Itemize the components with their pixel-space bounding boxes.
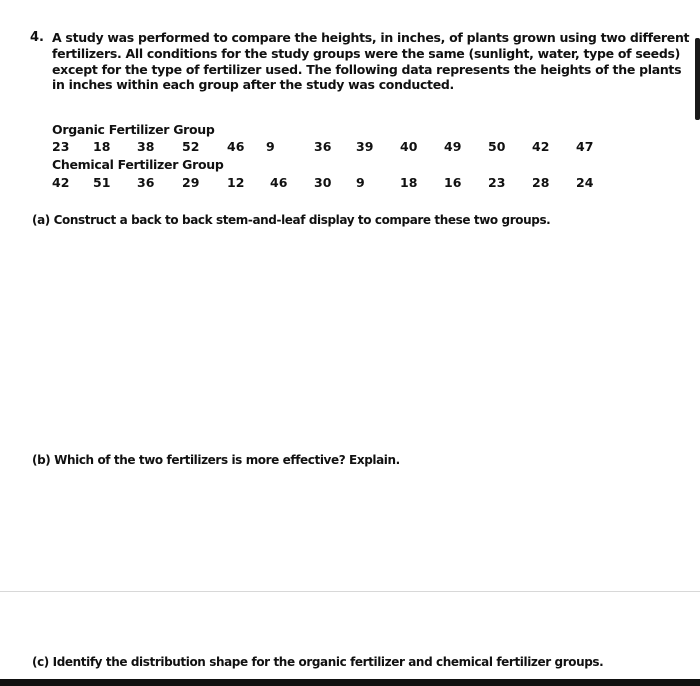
chemical-value: 23 bbox=[488, 175, 506, 190]
organic-value: 49 bbox=[444, 139, 462, 154]
question-line-1: A study was performed to compare the heights, in inches, of plants grown using two different bbox=[52, 30, 690, 45]
chemical-value: 9 bbox=[356, 175, 365, 190]
chemical-value: 16 bbox=[444, 175, 462, 190]
chemical-value: 29 bbox=[182, 175, 200, 190]
scrollbar-thumb[interactable] bbox=[695, 38, 700, 120]
chemical-value: 46 bbox=[270, 175, 288, 190]
part-c-prompt: (c) Identify the distribution shape for the organic fertilizer and chemical fertilizer groups. bbox=[32, 655, 604, 669]
chemical-value: 18 bbox=[400, 175, 418, 190]
organic-value: 36 bbox=[314, 139, 332, 154]
chemical-group-label: Chemical Fertilizer Group bbox=[52, 157, 224, 172]
chemical-value: 28 bbox=[532, 175, 550, 190]
chemical-value: 24 bbox=[576, 175, 594, 190]
chemical-value: 12 bbox=[227, 175, 245, 190]
chemical-value: 51 bbox=[93, 175, 111, 190]
organic-value: 40 bbox=[400, 139, 418, 154]
organic-value: 52 bbox=[182, 139, 200, 154]
question-line-3: except for the type of fertilizer used. The following data represents the heights of the plants bbox=[52, 61, 682, 77]
chemical-value: 42 bbox=[52, 175, 70, 190]
chemical-value: 36 bbox=[137, 175, 155, 190]
organic-value: 42 bbox=[532, 139, 550, 154]
organic-value: 18 bbox=[93, 139, 111, 154]
bottom-edge-bar bbox=[0, 679, 700, 686]
organic-value: 9 bbox=[266, 139, 275, 154]
part-b-prompt: (b) Which of the two fertilizers is more effective? Explain. bbox=[32, 453, 400, 467]
organic-value: 39 bbox=[356, 139, 374, 154]
page-divider bbox=[0, 591, 700, 592]
organic-value: 23 bbox=[52, 139, 70, 154]
part-a-prompt: (a) Construct a back to back stem-and-leaf display to compare these two groups. bbox=[32, 213, 551, 227]
question-line-4: in inches within each group after the study was conducted. bbox=[52, 77, 454, 93]
question-number: 4. bbox=[30, 30, 44, 45]
chemical-value: 30 bbox=[314, 175, 332, 190]
question-line-2: fertilizers. All conditions for the study groups were the same (sunlight, water, type of seeds) bbox=[52, 45, 681, 61]
organic-value: 46 bbox=[227, 139, 245, 154]
question-text bbox=[52, 30, 690, 93]
organic-value: 50 bbox=[488, 139, 506, 154]
organic-group-label: Organic Fertilizer Group bbox=[52, 122, 215, 137]
organic-value: 38 bbox=[137, 139, 155, 154]
organic-value: 47 bbox=[576, 139, 594, 154]
